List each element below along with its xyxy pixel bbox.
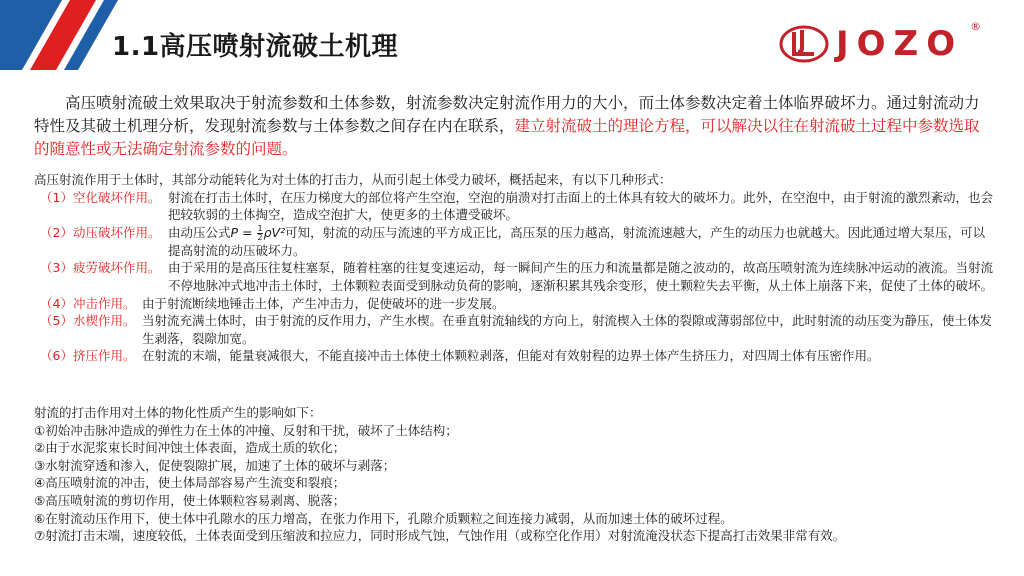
failure-modes-lead: 高压射流作用于土体时，其部分动能转化为对土体的打击力，从而引起土体受力破坏，概括起来，有以下几种形式：	[34, 172, 672, 187]
formula-p: P =	[230, 224, 257, 240]
failure-mode-label: （4）冲击作用。	[40, 295, 136, 311]
effect-point: ④高压喷射流的冲击，使土体局部容易产生流变和裂痕；	[34, 475, 346, 491]
failure-mode-item	[34, 312, 994, 347]
page-title: 1.1高压喷射流破土机理	[112, 32, 399, 62]
failure-mode-label: （5）水楔作用。	[40, 313, 136, 329]
failure-mode-item	[34, 224, 994, 260]
formula-rest: ρV²	[263, 224, 286, 240]
effect-point: ②由于水泥浆束长时间冲蚀土体表面，造成土质的软化；	[34, 440, 346, 456]
effects-lead: 射流的打击作用对土体的物化性质产生的影响如下：	[34, 405, 322, 420]
failure-mode-body: 射流在打击土体时，在压力梯度大的部位将产生空泡，空泡的崩溃对打击面上的土体具有较大的破坏力。此外，在空泡中，由于射流的激烈紊动，也会把较软弱的土体掏空，造成空泡扩大，使更多的土体遭受破坏。	[168, 189, 994, 223]
body-pre: 由动压公式	[168, 224, 231, 240]
failure-mode-item	[34, 347, 994, 365]
failure-mode-body	[168, 224, 994, 260]
effect-point: ⑦射流打击末端，速度较低，土体表面受到压缩波和拉应力，同时形成气蚀，气蚀作用（或称空化作用）对射流淹没状态下提高打击效果非常有效。	[34, 528, 846, 544]
failure-mode-body: 由于射流断续地锤击土体，产生冲击力，促使破坏的进一步发展。	[142, 295, 505, 311]
formula-fraction	[257, 225, 262, 242]
failure-mode-item	[34, 295, 994, 313]
intro-paragraph	[34, 92, 992, 161]
failure-mode-body: 在射流的末端，能量衰减很大，不能直接冲击土体使土体颗粒剥落，但能对有效射程的边界土体产生挤压力，对四周土体有压密作用。	[142, 348, 880, 364]
effect-point: ③水射流穿透和渗入，促使裂隙扩展，加速了土体的破坏与剥落；	[34, 457, 396, 473]
physicochemical-effects-section	[34, 404, 994, 545]
failure-mode-body: 由于采用的是高压往复柱塞泵，随着柱塞的往复变速运动，每一瞬间产生的压力和流量都是随之波动的，故高压喷射流为连续脉冲运动的液流。当射流不停地脉冲式地冲击土体时，土体颗粒表面受到脉动负荷的影响，逐渐积累其残余变形，使土颗粒失去平衡，从土体上崩落下来，促使了土体的破坏。	[168, 260, 994, 293]
failure-mode-label: （2）动压破坏作用。	[40, 224, 161, 240]
failure-mode-label: （1）空化破坏作用。	[40, 189, 161, 205]
body-post: 可知，射流的动压与流速的平方成正比，高压泵的压力越高，射流流速越大，产生的动压力也就越大。因此通过增大泵压，可以提高射流的动压破坏力。	[168, 224, 986, 258]
effect-point: ⑤高压喷射流的剪切作用，使土体颗粒容易剥离、脱落；	[34, 492, 346, 508]
failure-mode-body: 当射流充满土体时，由于射流的反作用力，产生水楔。在垂直射流轴线的方向上，射流楔入土体的裂隙或薄弱部位中，此时射流的动压变为静压，使土体发生剥落，裂隙加宽。	[142, 313, 993, 346]
fraction-denominator: 2	[257, 232, 263, 242]
intro-highlight: 建立射流破土的理论方程，可以解决以往在射流破土过程中参数选取的随意性或无法确定射流参数的问题。	[34, 117, 980, 158]
company-logo	[778, 20, 982, 66]
failure-modes-section	[34, 171, 994, 365]
intro-text: 高压喷射流破土效果取决于射流参数和土体参数，射流参数决定射流作用力的大小，而土体参数决定着土体临界破坏力。通过射流动力特性及其破土机理分析，发现射流参数与土体参数之间存在内在联系，	[34, 94, 980, 135]
failure-mode-item	[34, 189, 994, 224]
effect-point: ⑥在射流动压作用下，使土体中孔隙水的压力增高，在张力作用下，孔隙介质颗粒之间连接力减弱，从而加速土体的破坏过程。	[34, 510, 733, 526]
fraction-numerator: 1	[257, 223, 263, 233]
failure-mode-item	[34, 259, 994, 294]
logo-wordmark: JOZO	[836, 24, 964, 64]
jozo-emblem-icon	[778, 24, 830, 64]
failure-mode-label: （6）挤压作用。	[40, 348, 136, 364]
effect-point: ①初始冲击脉冲造成的弹性力在土体的冲撞、反射和干扰，破坏了土体结构；	[34, 422, 458, 438]
registered-mark: ®	[970, 20, 982, 33]
failure-mode-label: （3）疲劳破坏作用。	[40, 260, 161, 276]
